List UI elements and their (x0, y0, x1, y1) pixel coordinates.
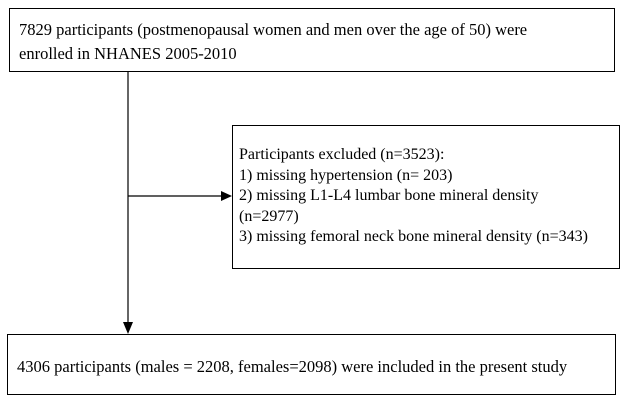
excluded-participants-box (232, 125, 620, 269)
exclusion-arrowhead (221, 191, 232, 201)
exclusion-reason-hypertension: 1) missing hypertension (n= 203) (239, 166, 453, 184)
included-participants-box (7, 334, 616, 395)
included-text: 4306 participants (males = 2208, females=2098) were included in the present study (17, 357, 568, 376)
enrolled-line-1: 7829 participants (postmenopausal women and men over the age of 50) were (19, 20, 528, 39)
exclusion-reason-lumbar-bmd: 2) missing L1-L4 lumbar bone mineral density (239, 187, 539, 204)
enrolled-participants-box (9, 8, 615, 72)
enrolled-line-2: enrolled in NHANES 2005-2010 (19, 44, 237, 63)
main-flow-arrowhead (123, 322, 133, 334)
exclusion-reason-lumbar-bmd-count: (n=2977) (239, 207, 299, 225)
excluded-heading: Participants excluded (n=3523): (239, 146, 445, 163)
exclusion-reason-femoral-neck-bmd: 3) missing femoral neck bone mineral density (n=343) (239, 228, 588, 245)
